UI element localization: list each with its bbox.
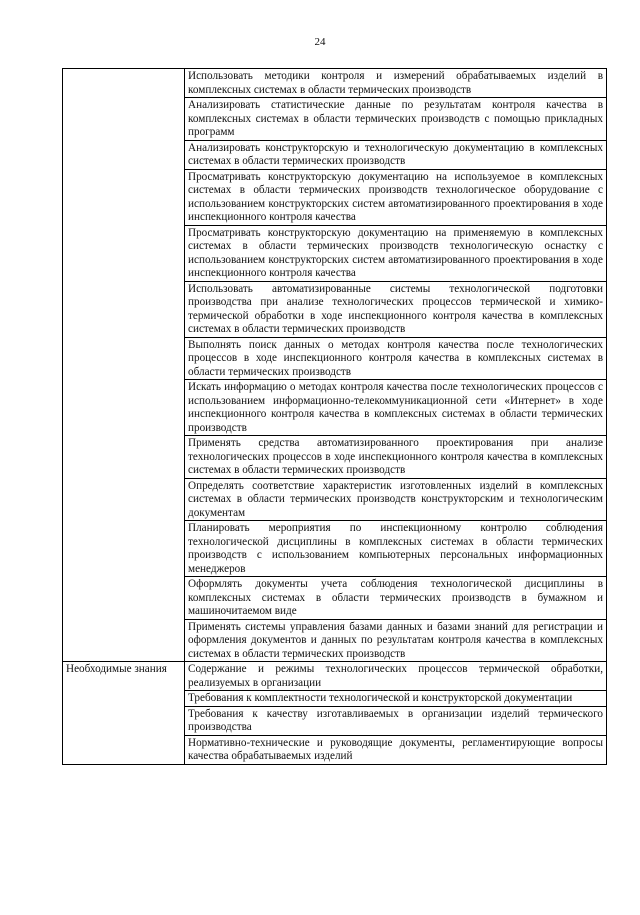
knowledge-item: Содержание и режимы технологических процессов термической обработки, реализуемых в организации [185, 662, 607, 691]
skill-item: Просматривать конструкторскую документацию на применяемую в комплексных системах в области термических производств технологическую оснастку с использованием конструкторских систем автоматизированного проектирования в ходе инспекционного контроля качества [185, 225, 607, 281]
knowledge-item: Требования к комплектности технологической и конструкторской документации [185, 691, 607, 707]
page-number: 24 [314, 36, 326, 48]
skill-item: Использовать методики контроля и измерений обрабатываемых изделий в комплексных системах в области термических производств [185, 69, 607, 98]
skill-item: Применять средства автоматизированного проектирования при анализе технологических процессов в ходе инспекционного контроля качества в комплексных системах в области термических производств [185, 436, 607, 479]
section-label-skills [63, 69, 185, 662]
skill-item: Оформлять документы учета соблюдения технологической дисциплины в комплексных системах в области термических производств в бумажном и машиночитаемом виде [185, 577, 607, 620]
table-row [63, 69, 607, 98]
skill-item: Просматривать конструкторскую документацию на используемое в комплексных системах в области термических производств технологическое оборудование с использованием конструкторских систем автоматизированного проектирования в ходе инспекционного контроля качества [185, 169, 607, 225]
table-row [63, 662, 607, 691]
skill-item: Искать информацию о методах контроля качества после технологических процессов с использованием информационно-телекоммуникационной сети «Интернет» в ходе инспекционного контроля качества в комплексных системах в области термических производств [185, 380, 607, 436]
knowledge-item: Нормативно-технические и руководящие документы, регламентирующие вопросы качества обрабатываемых изделий [185, 735, 607, 764]
section-label-knowledge: Необходимые знания [63, 662, 185, 765]
skill-item: Использовать автоматизированные системы технологической подготовки производства при анализе технологических процессов термической и химико-термической обработки в ходе инспекционного контроля качества в комплексных системах в области термических производств [185, 281, 607, 337]
skill-item: Анализировать конструкторскую и технологическую документацию в комплексных системах в области термических производств [185, 140, 607, 169]
knowledge-item: Требования к качеству изготавливаемых в организации изделий термического производства [185, 706, 607, 735]
skill-item: Анализировать статистические данные по результатам контроля качества в комплексных системах в области термических производств с помощью прикладных программ [185, 98, 607, 141]
skill-item: Определять соответствие характеристик изготовленных изделий в комплексных системах в области термических производств конструкторским и технологическим документам [185, 478, 607, 521]
requirements-table [62, 68, 607, 765]
skill-item: Применять системы управления базами данных и базами знаний для регистрации и оформления документов и данных по результатам контроля качества в комплексных системах в области термических производств [185, 619, 607, 662]
skill-item: Планировать мероприятия по инспекционному контролю соблюдения технологической дисциплины в комплексных системах в области термических производств с использованием компьютерных персональных информационных менеджеров [185, 521, 607, 577]
skill-item: Выполнять поиск данных о методах контроля качества после технологических процессов в ходе инспекционного контроля качества в комплексных системах в области термических производств [185, 337, 607, 380]
